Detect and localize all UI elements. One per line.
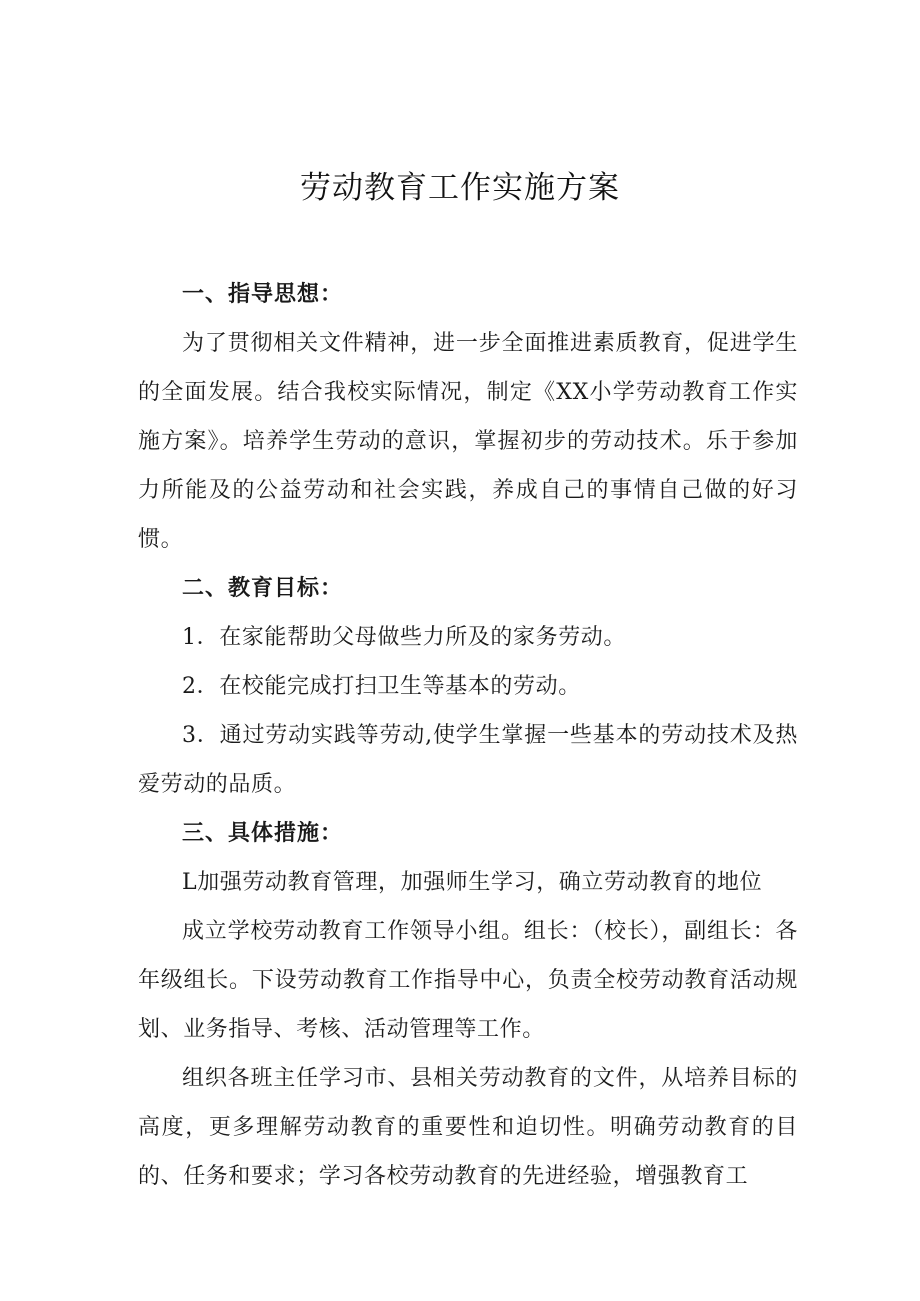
goal-item-1: 1．在家能帮助父母做些力所及的家务劳动。 [182,625,626,650]
document-title: 劳动教育工作实施方案 [300,170,620,206]
goal-item-3: 3．通过劳动实践等劳动,使学生掌握一些基本的劳动技术及热爱劳动的品质。 [138,723,798,797]
paragraph-guiding-ideology: 为了贯彻相关文件精神，进一步全面推进素质教育，促进学生的全面发展。结合我校实际情况，制定《XX小学劳动教育工作实施方案》。培养学生劳动的意识，掌握初步的劳动技术。乐于参加力所能及的公益劳动和社会实践，养成自己的事情自己做的好习惯。 [138,331,798,552]
section-heading-education-goals: 二、教育目标： [182,576,344,601]
document-body [138,270,798,1201]
measure-item-1: L加强劳动教育管理，加强师生学习，确立劳动教育的地位 [182,870,763,895]
section-heading-guiding-ideology: 一、指导思想： [182,282,344,307]
paragraph-leadership-group: 成立学校劳动教育工作领导小组。组长：（校长），副组长：各年级组长。下设劳动教育工作指导中心，负责全校劳动教育活动规划、业务指导、考核、活动管理等工作。 [138,919,798,1042]
goal-item-2: 2．在校能完成打扫卫生等基本的劳动。 [182,674,581,699]
section-heading-specific-measures: 三、具体措施： [182,821,344,846]
paragraph-teacher-study: 组织各班主任学习市、县相关劳动教育的文件，从培养目标的高度，更多理解劳动教育的重要性和迫切性。明确劳动教育的目的、任务和要求；学习各校劳动教育的先进经验，增强教育工 [138,1066,798,1189]
